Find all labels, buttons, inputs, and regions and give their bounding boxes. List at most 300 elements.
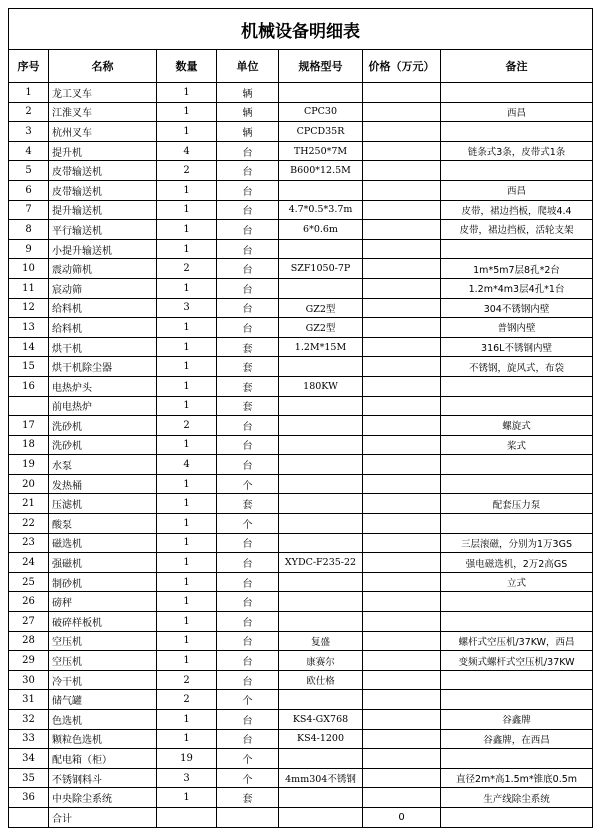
cell-note: 316L不锈钢内壁 xyxy=(441,337,593,357)
cell-name: 中央除尘系统 xyxy=(49,788,157,808)
cell-no: 20 xyxy=(9,474,49,494)
cell-spec xyxy=(279,474,363,494)
cell-no: 25 xyxy=(9,572,49,592)
cell-spec xyxy=(279,278,363,298)
cell-qty: 1 xyxy=(157,612,217,632)
cell-price xyxy=(363,631,441,651)
cell-no: 32 xyxy=(9,710,49,730)
cell-no: 9 xyxy=(9,239,49,259)
cell-no: 1 xyxy=(9,83,49,103)
cell-spec xyxy=(279,592,363,612)
cell-name: 发热桶 xyxy=(49,474,157,494)
cell-note xyxy=(441,749,593,769)
header-row xyxy=(9,50,593,83)
cell-note: 立式 xyxy=(441,572,593,592)
table-row xyxy=(9,474,593,494)
cell-no: 10 xyxy=(9,259,49,279)
cell-price xyxy=(363,612,441,632)
cell-price xyxy=(363,259,441,279)
table-row xyxy=(9,357,593,377)
cell-note: 桨式 xyxy=(441,435,593,455)
cell-qty: 1 xyxy=(157,376,217,396)
total-no xyxy=(9,807,49,827)
cell-name: 江淮叉车 xyxy=(49,102,157,122)
cell-price xyxy=(363,572,441,592)
cell-price xyxy=(363,749,441,769)
cell-price xyxy=(363,710,441,730)
cell-name: 给料机 xyxy=(49,318,157,338)
cell-qty: 4 xyxy=(157,455,217,475)
cell-note xyxy=(441,514,593,534)
table-row xyxy=(9,749,593,769)
cell-note: 强电磁选机，2万2高GS xyxy=(441,553,593,573)
cell-price xyxy=(363,651,441,671)
cell-no: 16 xyxy=(9,376,49,396)
cell-price xyxy=(363,455,441,475)
cell-spec xyxy=(279,690,363,710)
cell-no: 35 xyxy=(9,768,49,788)
cell-spec xyxy=(279,455,363,475)
cell-price xyxy=(363,514,441,534)
cell-note xyxy=(441,239,593,259)
cell-price xyxy=(363,768,441,788)
cell-qty: 1 xyxy=(157,239,217,259)
cell-spec xyxy=(279,180,363,200)
cell-name: 电热炉头 xyxy=(49,376,157,396)
cell-price xyxy=(363,318,441,338)
cell-qty: 1 xyxy=(157,318,217,338)
cell-no: 6 xyxy=(9,180,49,200)
equipment-sheet xyxy=(8,8,592,828)
cell-unit: 套 xyxy=(217,357,279,377)
cell-name: 宸动筛 xyxy=(49,278,157,298)
table-row xyxy=(9,435,593,455)
cell-note: 直径2m*高1.5m*锥底0.5m xyxy=(441,768,593,788)
cell-price xyxy=(363,161,441,181)
cell-spec xyxy=(279,788,363,808)
cell-note: 不锈钢，旋风式，布袋 xyxy=(441,357,593,377)
cell-unit: 台 xyxy=(217,180,279,200)
cell-unit: 台 xyxy=(217,416,279,436)
table-row xyxy=(9,376,593,396)
table-row xyxy=(9,768,593,788)
cell-qty: 1 xyxy=(157,592,217,612)
cell-note: 变频式螺杆式空压机/37KW xyxy=(441,651,593,671)
table-row xyxy=(9,220,593,240)
cell-price xyxy=(363,494,441,514)
cell-qty: 2 xyxy=(157,690,217,710)
cell-no: 23 xyxy=(9,533,49,553)
cell-spec: 欧仕格 xyxy=(279,670,363,690)
cell-name: 配电箱（柜） xyxy=(49,749,157,769)
cell-note xyxy=(441,474,593,494)
cell-no: 3 xyxy=(9,122,49,142)
cell-note xyxy=(441,612,593,632)
cell-unit: 台 xyxy=(217,670,279,690)
table-row xyxy=(9,612,593,632)
cell-price xyxy=(363,435,441,455)
cell-name: 震动筛机 xyxy=(49,259,157,279)
cell-note xyxy=(441,376,593,396)
cell-spec: 1.2M*15M xyxy=(279,337,363,357)
cell-price xyxy=(363,357,441,377)
cell-spec: 4.7*0.5*3.7m xyxy=(279,200,363,220)
table-row xyxy=(9,161,593,181)
page-title: 机械设备明细表 xyxy=(9,9,593,50)
cell-qty: 1 xyxy=(157,83,217,103)
cell-unit: 台 xyxy=(217,651,279,671)
table-row xyxy=(9,455,593,475)
header-name: 名称 xyxy=(49,50,157,83)
cell-unit: 台 xyxy=(217,318,279,338)
cell-qty: 2 xyxy=(157,670,217,690)
cell-spec xyxy=(279,514,363,534)
cell-name: 平行输送机 xyxy=(49,220,157,240)
header-price: 价格（万元） xyxy=(363,50,441,83)
cell-no: 7 xyxy=(9,200,49,220)
cell-name: 空压机 xyxy=(49,631,157,651)
cell-qty: 3 xyxy=(157,298,217,318)
cell-note: 配套压力泵 xyxy=(441,494,593,514)
table-row xyxy=(9,318,593,338)
cell-qty: 1 xyxy=(157,553,217,573)
cell-note: 螺杆式空压机/37KW，西昌 xyxy=(441,631,593,651)
cell-spec: TH250*7M xyxy=(279,141,363,161)
cell-price xyxy=(363,474,441,494)
cell-spec: XYDC-F235-22 xyxy=(279,553,363,573)
cell-note: 304不锈钢内壁 xyxy=(441,298,593,318)
cell-note: 螺旋式 xyxy=(441,416,593,436)
cell-spec xyxy=(279,494,363,514)
cell-note: 普钢内壁 xyxy=(441,318,593,338)
table-row xyxy=(9,416,593,436)
cell-spec: GZ2型 xyxy=(279,318,363,338)
total-unit xyxy=(217,807,279,827)
cell-no: 30 xyxy=(9,670,49,690)
cell-name: 洗砂机 xyxy=(49,435,157,455)
cell-qty: 1 xyxy=(157,474,217,494)
cell-qty: 1 xyxy=(157,788,217,808)
cell-unit: 套 xyxy=(217,376,279,396)
table-body xyxy=(9,83,593,808)
equipment-table xyxy=(8,8,593,828)
cell-note xyxy=(441,592,593,612)
cell-price xyxy=(363,278,441,298)
cell-unit: 台 xyxy=(217,710,279,730)
cell-price xyxy=(363,376,441,396)
cell-name: 皮带输送机 xyxy=(49,161,157,181)
cell-no: 12 xyxy=(9,298,49,318)
cell-unit: 台 xyxy=(217,435,279,455)
cell-spec xyxy=(279,239,363,259)
cell-name: 洗砂机 xyxy=(49,416,157,436)
cell-unit: 个 xyxy=(217,514,279,534)
cell-qty: 1 xyxy=(157,122,217,142)
table-row xyxy=(9,631,593,651)
total-label: 合计 xyxy=(49,807,157,827)
cell-name: 给料机 xyxy=(49,298,157,318)
cell-note xyxy=(441,455,593,475)
cell-name: 前电热炉 xyxy=(49,396,157,416)
cell-price xyxy=(363,180,441,200)
cell-unit: 台 xyxy=(217,572,279,592)
cell-note xyxy=(441,690,593,710)
cell-name: 小提升输送机 xyxy=(49,239,157,259)
cell-unit: 套 xyxy=(217,396,279,416)
cell-note: 1m*5m7层8孔*2台 xyxy=(441,259,593,279)
cell-unit: 台 xyxy=(217,533,279,553)
table-row xyxy=(9,396,593,416)
cell-unit: 辆 xyxy=(217,102,279,122)
cell-name: 破碎样板机 xyxy=(49,612,157,632)
cell-unit: 套 xyxy=(217,494,279,514)
cell-price xyxy=(363,102,441,122)
table-row xyxy=(9,259,593,279)
cell-no: 15 xyxy=(9,357,49,377)
cell-name: 强磁机 xyxy=(49,553,157,573)
cell-no xyxy=(9,396,49,416)
table-row xyxy=(9,239,593,259)
cell-note: 皮带，裙边挡板，活轮支架 xyxy=(441,220,593,240)
cell-spec: 180KW xyxy=(279,376,363,396)
total-spec xyxy=(279,807,363,827)
cell-name: 颗粒色选机 xyxy=(49,729,157,749)
cell-qty: 3 xyxy=(157,768,217,788)
cell-price xyxy=(363,396,441,416)
table-row xyxy=(9,690,593,710)
cell-price xyxy=(363,592,441,612)
cell-price xyxy=(363,83,441,103)
cell-unit: 个 xyxy=(217,768,279,788)
cell-price xyxy=(363,200,441,220)
cell-qty: 1 xyxy=(157,729,217,749)
cell-qty: 1 xyxy=(157,220,217,240)
table-row xyxy=(9,533,593,553)
table-row xyxy=(9,651,593,671)
cell-spec: 6*0.6m xyxy=(279,220,363,240)
cell-note xyxy=(441,122,593,142)
cell-note xyxy=(441,83,593,103)
cell-unit: 个 xyxy=(217,749,279,769)
cell-unit: 台 xyxy=(217,455,279,475)
cell-no: 17 xyxy=(9,416,49,436)
cell-spec: SZF1050-7P xyxy=(279,259,363,279)
cell-no: 2 xyxy=(9,102,49,122)
cell-note: 西昌 xyxy=(441,102,593,122)
table-row xyxy=(9,788,593,808)
cell-qty: 1 xyxy=(157,572,217,592)
cell-unit: 台 xyxy=(217,161,279,181)
cell-unit: 辆 xyxy=(217,122,279,142)
cell-no: 24 xyxy=(9,553,49,573)
cell-name: 不锈钢料斗 xyxy=(49,768,157,788)
cell-spec: 复盛 xyxy=(279,631,363,651)
cell-no: 21 xyxy=(9,494,49,514)
cell-no: 22 xyxy=(9,514,49,534)
cell-note xyxy=(441,670,593,690)
cell-qty: 1 xyxy=(157,710,217,730)
cell-no: 36 xyxy=(9,788,49,808)
cell-price xyxy=(363,788,441,808)
cell-qty: 1 xyxy=(157,357,217,377)
cell-name: 提升输送机 xyxy=(49,200,157,220)
cell-spec xyxy=(279,612,363,632)
header-spec: 规格型号 xyxy=(279,50,363,83)
cell-qty: 1 xyxy=(157,337,217,357)
cell-name: 储气罐 xyxy=(49,690,157,710)
cell-no: 11 xyxy=(9,278,49,298)
cell-qty: 2 xyxy=(157,416,217,436)
table-row xyxy=(9,514,593,534)
cell-price xyxy=(363,122,441,142)
cell-price xyxy=(363,553,441,573)
table-row xyxy=(9,278,593,298)
cell-spec: CPC30 xyxy=(279,102,363,122)
cell-name: 提升机 xyxy=(49,141,157,161)
cell-no: 26 xyxy=(9,592,49,612)
cell-note: 1.2m*4m3层4孔*1台 xyxy=(441,278,593,298)
cell-spec xyxy=(279,357,363,377)
cell-note: 链条式3条，皮带式1条 xyxy=(441,141,593,161)
cell-no: 5 xyxy=(9,161,49,181)
cell-no: 27 xyxy=(9,612,49,632)
cell-unit: 辆 xyxy=(217,83,279,103)
table-row xyxy=(9,710,593,730)
cell-unit: 个 xyxy=(217,474,279,494)
cell-name: 磁选机 xyxy=(49,533,157,553)
cell-no: 18 xyxy=(9,435,49,455)
cell-qty: 1 xyxy=(157,102,217,122)
cell-unit: 台 xyxy=(217,592,279,612)
cell-name: 酸泵 xyxy=(49,514,157,534)
table-row xyxy=(9,83,593,103)
cell-unit: 套 xyxy=(217,337,279,357)
table-row xyxy=(9,592,593,612)
cell-spec xyxy=(279,749,363,769)
cell-qty: 4 xyxy=(157,141,217,161)
cell-qty: 1 xyxy=(157,396,217,416)
cell-note: 三层滚磁，分别为1万3GS xyxy=(441,533,593,553)
cell-unit: 台 xyxy=(217,278,279,298)
cell-unit: 台 xyxy=(217,298,279,318)
cell-spec: GZ2型 xyxy=(279,298,363,318)
cell-spec xyxy=(279,533,363,553)
cell-qty: 1 xyxy=(157,200,217,220)
cell-note xyxy=(441,161,593,181)
table-row xyxy=(9,337,593,357)
cell-spec xyxy=(279,572,363,592)
cell-qty: 19 xyxy=(157,749,217,769)
cell-qty: 1 xyxy=(157,435,217,455)
cell-qty: 1 xyxy=(157,514,217,534)
cell-unit: 台 xyxy=(217,141,279,161)
cell-spec: 康赛尔 xyxy=(279,651,363,671)
cell-no: 33 xyxy=(9,729,49,749)
cell-price xyxy=(363,416,441,436)
total-price: 0 xyxy=(363,807,441,827)
cell-unit: 台 xyxy=(217,259,279,279)
cell-spec xyxy=(279,416,363,436)
table-row xyxy=(9,572,593,592)
header-no: 序号 xyxy=(9,50,49,83)
cell-price xyxy=(363,337,441,357)
cell-qty: 2 xyxy=(157,259,217,279)
cell-no: 29 xyxy=(9,651,49,671)
table-row xyxy=(9,180,593,200)
cell-note: 西昌 xyxy=(441,180,593,200)
cell-qty: 1 xyxy=(157,533,217,553)
cell-name: 磅秤 xyxy=(49,592,157,612)
cell-price xyxy=(363,220,441,240)
cell-name: 色选机 xyxy=(49,710,157,730)
total-note xyxy=(441,807,593,827)
table-row xyxy=(9,200,593,220)
table-row xyxy=(9,494,593,514)
cell-name: 杭州叉车 xyxy=(49,122,157,142)
table-row xyxy=(9,553,593,573)
header-note: 备注 xyxy=(441,50,593,83)
cell-spec: CPCD35R xyxy=(279,122,363,142)
cell-unit: 台 xyxy=(217,612,279,632)
cell-qty: 1 xyxy=(157,180,217,200)
header-qty: 数量 xyxy=(157,50,217,83)
header-unit: 单位 xyxy=(217,50,279,83)
cell-unit: 台 xyxy=(217,220,279,240)
cell-no: 13 xyxy=(9,318,49,338)
total-row xyxy=(9,807,593,827)
cell-no: 8 xyxy=(9,220,49,240)
table-row xyxy=(9,670,593,690)
cell-no: 28 xyxy=(9,631,49,651)
cell-qty: 2 xyxy=(157,161,217,181)
table-row xyxy=(9,729,593,749)
cell-name: 烘干机除尘器 xyxy=(49,357,157,377)
cell-unit: 台 xyxy=(217,631,279,651)
cell-name: 制砂机 xyxy=(49,572,157,592)
cell-spec: KS4-GX768 xyxy=(279,710,363,730)
cell-no: 19 xyxy=(9,455,49,475)
cell-price xyxy=(363,239,441,259)
cell-spec: B600*12.5M xyxy=(279,161,363,181)
cell-name: 烘干机 xyxy=(49,337,157,357)
cell-unit: 套 xyxy=(217,788,279,808)
cell-note: 谷鑫牌 xyxy=(441,710,593,730)
cell-unit: 个 xyxy=(217,690,279,710)
cell-unit: 台 xyxy=(217,729,279,749)
table-row xyxy=(9,122,593,142)
cell-spec: 4mm304不锈钢 xyxy=(279,768,363,788)
cell-price xyxy=(363,690,441,710)
cell-qty: 1 xyxy=(157,278,217,298)
cell-no: 31 xyxy=(9,690,49,710)
cell-no: 14 xyxy=(9,337,49,357)
cell-name: 空压机 xyxy=(49,651,157,671)
cell-price xyxy=(363,729,441,749)
cell-price xyxy=(363,141,441,161)
cell-price xyxy=(363,533,441,553)
cell-price xyxy=(363,670,441,690)
cell-qty: 1 xyxy=(157,631,217,651)
cell-unit: 台 xyxy=(217,553,279,573)
cell-spec xyxy=(279,83,363,103)
cell-no: 4 xyxy=(9,141,49,161)
cell-name: 皮带输送机 xyxy=(49,180,157,200)
cell-note: 谷鑫牌，在西昌 xyxy=(441,729,593,749)
cell-unit: 台 xyxy=(217,239,279,259)
table-row xyxy=(9,102,593,122)
cell-name: 压滤机 xyxy=(49,494,157,514)
cell-note: 生产线除尘系统 xyxy=(441,788,593,808)
